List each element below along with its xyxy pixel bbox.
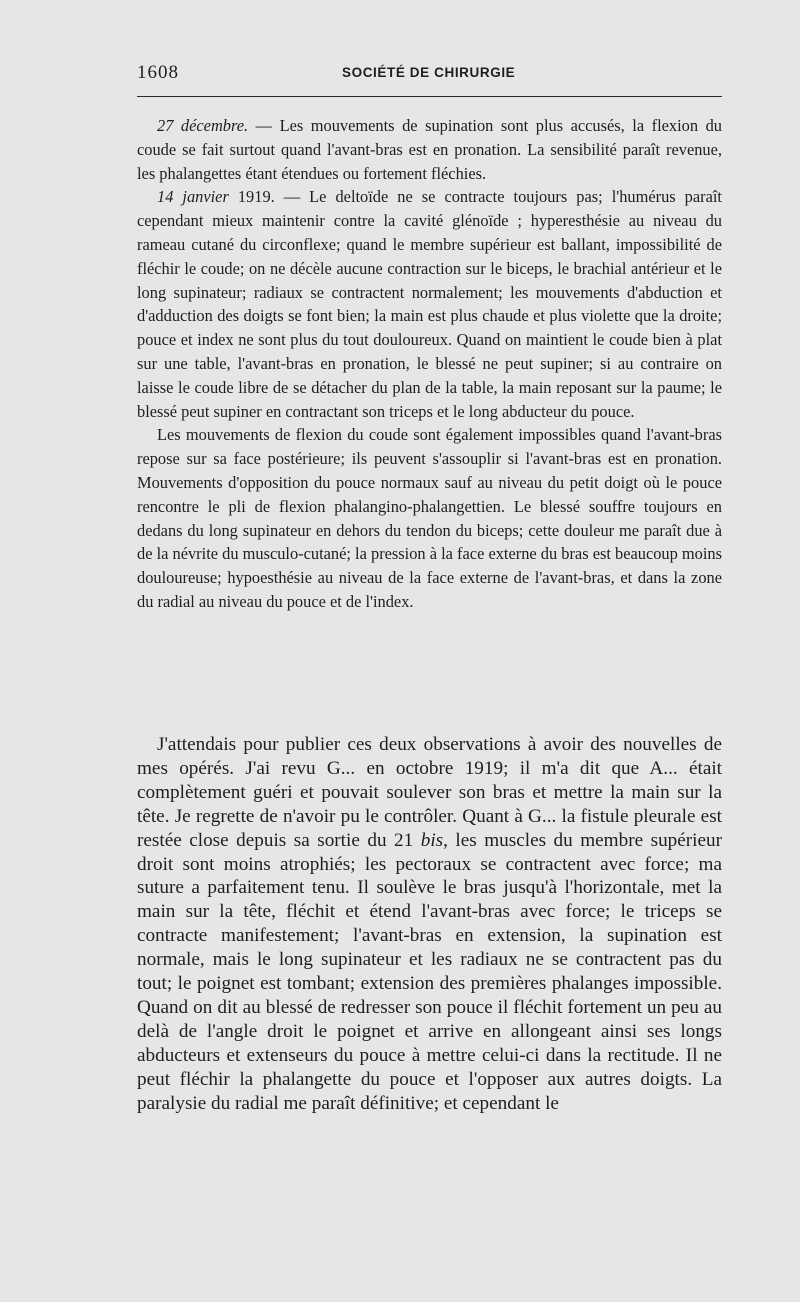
follow-up-text-part2: , les muscles du membre supérieur droit sont moins atrophiés; les pectoraux se contractent avec force; ma suture a parfaitement tenu. Il soulève le bras jusqu'à l'horizontale, met la main sur la tête, fléchit et étend l'avant-bras avec force; le triceps se contracte manifestement; l'avant-bras en extension, la supination est normale, mais le long supinateur et les radiaux ne se contractent pas du tout; le poignet est tombant; extension des premières phalanges impossible. Quand on dit au blessé de redresser son pouce il fléchit fortement un peu au delà de l'angle droit le poignet et arrive en allongeant ainsi ses longs abducteurs et extenseurs du pouce à mettre celui-ci dans la rectitude. Il ne peut fléchir la phalangette du pouce et l'opposer aux autres doigts. La paralysie du radial me paraît définitive; et cependant le: [137, 829, 722, 1114]
header-rule: [137, 96, 722, 97]
page-header: [137, 62, 720, 86]
follow-up-section: [137, 733, 722, 1116]
observation-paragraph: [137, 185, 722, 423]
page-number: 1608: [137, 62, 179, 83]
observation-text: Les mouvements de flexion du coude sont également impossibles quand l'avant-bras repose sur sa face postérieure; ils peuvent s'assouplir si l'avant-bras est en pronation. Mouvements d'opposition du pouce normaux sauf au niveau du petit doigt où le pouce rencontre le pli de flexion phalangino-phalangettien. Le blessé souffre toujours en dedans du long supinateur en dehors du tendon du biceps; cette douleur me paraît due à de la névrite du musculo-cutané; la pression à la face externe du bras est beaucoup moins douloureuse; hypoesthésie au niveau de la face externe de l'avant-bras, et dans la zone du radial au niveau du pouce et de l'index.: [137, 425, 722, 611]
clinical-observations: [137, 114, 722, 614]
follow-up-paragraph: [137, 733, 722, 1116]
observation-paragraph: [137, 114, 722, 185]
running-title: SOCIÉTÉ DE CHIRURGIE: [342, 65, 516, 80]
observation-text: 1919. — Le deltoïde ne se contracte toujours pas; l'humérus paraît cependant mieux maintenir contre la cavité glénoïde ; hyperesthésie au niveau du rameau cutané du circonflexe; quand le membre supérieur est ballant, impossibilité de fléchir le coude; on ne décèle aucune contraction sur le biceps, le brachial antérieur et le long supinateur; radiaux se contractent normalement; les mouvements d'abduction et d'adduction des doigts se font bien; la main est plus chaude et plus violette que la droite; pouce et index ne sont plus du tout douloureux. Quand on maintient le coude bien à plat sur une table, l'avant-bras en pronation, le blessé ne peut supiner; si au contraire on laisse le coude libre de se détacher du plan de la table, la main reposant sur la paume; le blessé peut supiner en contractant son triceps et le long abducteur du pouce.: [137, 187, 722, 421]
observation-text: — Les mouvements de supination sont plus accusés, la flexion du coude se fait surtout quand l'avant-bras est en pronation. La sensibilité paraît revenue, les phalangettes étant étendues ou fortement fléchies.: [137, 116, 722, 183]
follow-up-italic: bis: [420, 829, 444, 851]
observation-date: 27 décembre.: [157, 116, 249, 135]
observation-date: 14 janvier: [157, 187, 229, 207]
observation-paragraph: [137, 423, 722, 613]
follow-up-text-part1: J'attendais pour publier ces deux observations à avoir des nouvelles de mes opérés. J'ai revu G... en octobre 1919; il m'a dit que A... était complètement guéri et pouvait soulever son bras et mettre la main sur la tête. Je regrette de n'avoir pu le contrôler. Quant à G... la fistule pleurale est restée close depuis sa sortie du 21: [137, 734, 722, 851]
